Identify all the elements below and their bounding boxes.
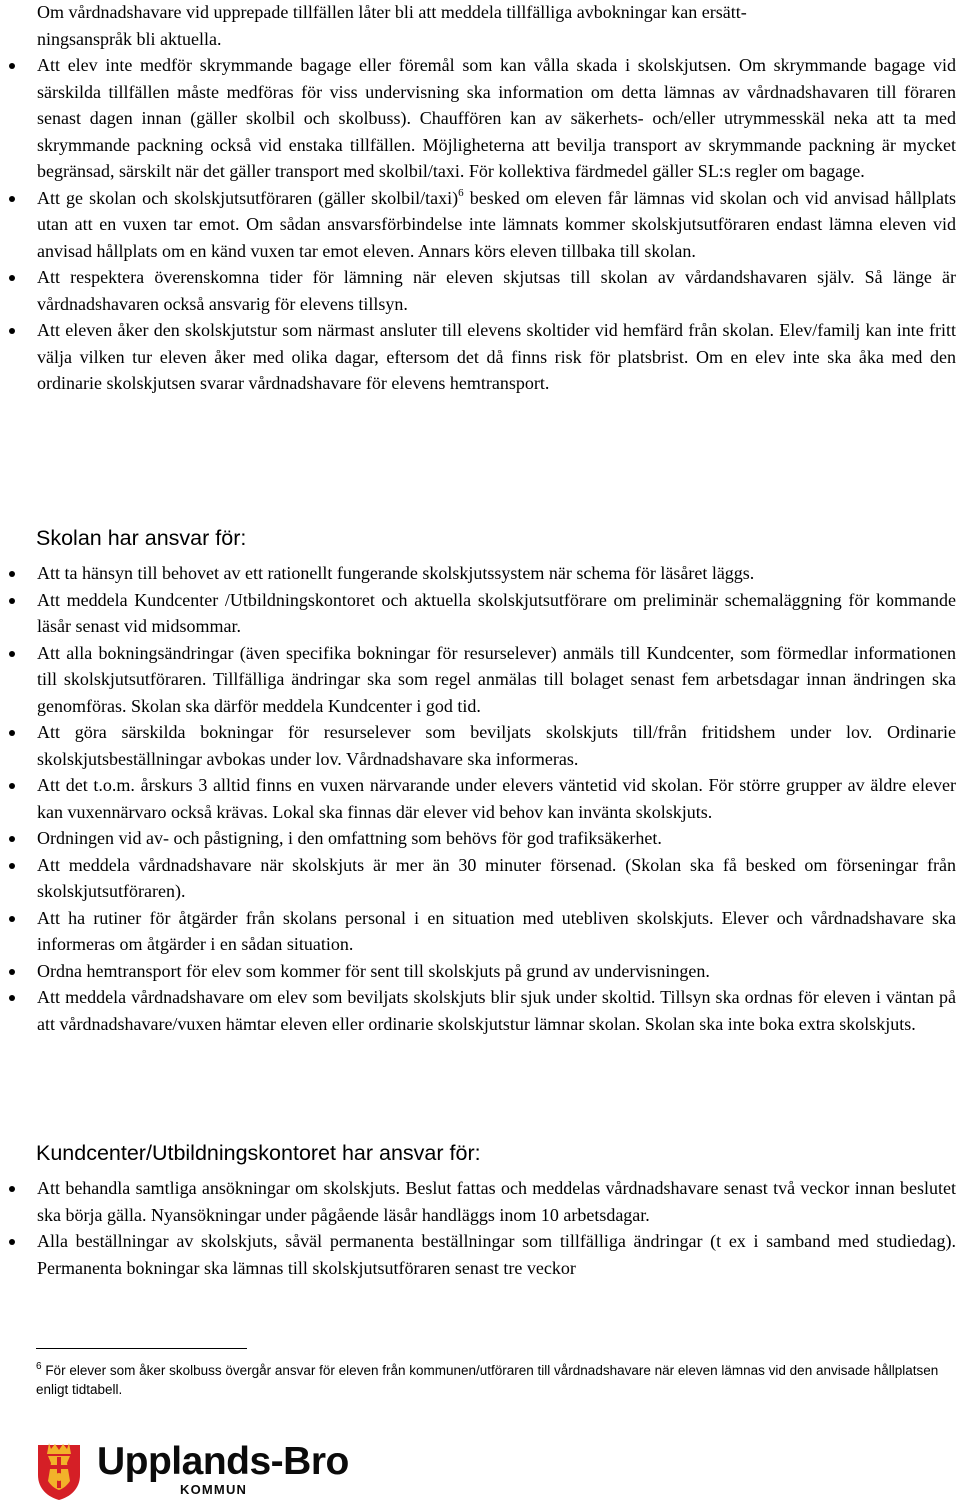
intro-line-2: ningsanspråk bli aktuella. <box>37 28 222 49</box>
logo-subtitle: KOMMUN <box>180 1482 248 1497</box>
crest-icon <box>36 1441 82 1501</box>
list-item-text: Att ge skolan och skolskjutsutföraren (gäller skolbil/taxi) <box>37 187 459 208</box>
list-item: Ordningen vid av- och påstigning, i den omfattning som behövs för god trafiksäkerhet. <box>0 825 960 852</box>
logo-wordmark: Upplands-Bro <box>97 1440 349 1483</box>
list-item: Att ta hänsyn till behovet av ett rationellt fungerande skolskjutssystem när schema för läsåret läggs. <box>0 560 960 587</box>
list-item: Att meddela vårdnadshavare när skolskjuts är mer än 30 minuter försenad. (Skolan ska få besked om förseningar från skolskjutsutföraren). <box>0 852 960 905</box>
list-item: Att behandla samtliga ansökningar om skolskjuts. Beslut fattas och meddelas vårdnadshavare senast två veckor innan beslutet ska börja gälla. Nyansökningar under pågående läsår handläggs inom 10 arbetsdagar. <box>0 1175 960 1228</box>
list-item: Att göra särskilda bokningar för resurselever som beviljats skolskjuts till/från fritidshem under lov. Ordinarie skolskjutsbeställningar avbokas under lov. Vårdnadshavare ska informeras. <box>0 719 960 772</box>
upplands-bro-logo <box>36 1440 376 1502</box>
list-item: Att eleven åker den skolskjutstur som närmast ansluter till elevens skoltider vid hemfärd från skolan. Elev/familj kan inte fritt välja vilken tur eleven åker med olika dagar, eftersom det då finns risk för platsbrist. Om en elev inte ska åka med den ordinarie skolskjutsen svarar vårdnadshavare för elevens hemtransport. <box>0 317 960 397</box>
list-item: Att alla bokningsändringar (även specifika bokningar för resurselever) anmäls till Kundcenter, som förmedlar informationen till skolskjutsutföraren. Tillfälliga ändringar ska som regel anmälas till bolaget senast fem arbetsdagar innan ändringen ska genomföras. Skolan ska därför meddela Kundcenter i god tid. <box>0 640 960 720</box>
parent-responsibility-list <box>0 52 960 397</box>
list-item: Att elev inte medför skrymmande bagage eller föremål som kan vålla skada i skolskjutsen. Om skrymmande bagage vid särskilda tillfällen måste medföras för viss undervisning ska information om detta lämnas av vårdnadshavaren till föraren senast dagen innan (gäller skolbil och skolbuss). Chauffören kan av säkerhets- och/eller utrymmesskäl neka att ta med skrymmande packning också vid enstaka tillfällen. Möjligheterna att bevilja transport av skrymmande packning är mycket begränsad, särskilt när det gäller transport med skolbil/taxi. För kollektiva färdmedel gäller SL:s regler om bagage. <box>0 52 960 185</box>
list-item: Alla beställningar av skolskjuts, såväl permanenta beställningar som tillfälliga ändringar (t ex i samband med studiedag). Permanenta bokningar ska lämnas till skolskjutsutföraren senast tre veckor <box>0 1228 960 1281</box>
kundcenter-responsibility-list <box>0 1175 960 1281</box>
section-heading-kundcenter: Kundcenter/Utbildningskontoret har ansvar för: <box>36 1141 481 1165</box>
list-item: Att meddela vårdnadshavare om elev som beviljats skolskjuts blir sjuk under skoltid. Tillsyn ska ordnas för eleven i väntan på att vårdnadshavare/vuxen hämtar eleven eller ordinarie skolskjutstur lämnar skolan. Skolan ska inte boka extra skolskjuts. <box>0 984 960 1037</box>
list-item: Att respektera överenskomna tider för lämning när eleven skjutsas till skolan av vårdandshavaren själv. Så länge är vårdnadshavaren också ansvarig för elevens tillsyn. <box>0 264 960 317</box>
footnote <box>36 1361 946 1399</box>
list-item: Att meddela Kundcenter /Utbildningskontoret och aktuella skolskjutsutförare om preliminär schemaläggning för kommande läsår senast vid midsommar. <box>0 587 960 640</box>
list-item-text: besked om eleven får lämnas vid skolan och vid anvisad hållplats utan att en vuxen tar emot. Om sådan ansvarsförbindelse inte lämnats kommer skolskjutsutföraren endast lämna eleven vid anvisad hållplats om en känd vuxen tar emot eleven. Annars körs eleven tillbaka till skolan. <box>37 187 957 261</box>
list-item: Att ha rutiner för åtgärder från skolans personal i en situation med utebliven skolskjuts. Elever och vårdnadshavare ska informeras om åtgärder i en sådan situation. <box>0 905 960 958</box>
list-item: Att det t.o.m. årskurs 3 alltid finns en vuxen närvarande under elevers väntetid vid skolan. För större grupper av äldre elever kan vuxennärvaro också krävas. Lokal ska finnas där elever vid behov kan invänta skolskjuts. <box>0 772 960 825</box>
footnote-separator <box>36 1348 247 1349</box>
section-heading-school: Skolan har ansvar för: <box>36 526 247 550</box>
list-item <box>0 185 960 265</box>
intro-line-1: Om vårdnadshavare vid upprepade tillfällen låter bli att meddela tillfälliga avbokningar kan ersätt- <box>37 2 747 22</box>
footnote-number: 6 <box>36 1361 42 1372</box>
intro-paragraph <box>37 0 944 52</box>
school-responsibility-list <box>0 560 960 1037</box>
footnote-reference[interactable]: 6 <box>458 186 464 199</box>
footnote-text: För elever som åker skolbuss övergår ansvar för eleven från kommunen/utföraren till vårdnadshavare när eleven lämnas vid den anvisade hållplatsen enligt tidtabell. <box>36 1363 939 1397</box>
list-item: Ordna hemtransport för elev som kommer för sent till skolskjuts på grund av undervisningen. <box>0 958 960 985</box>
